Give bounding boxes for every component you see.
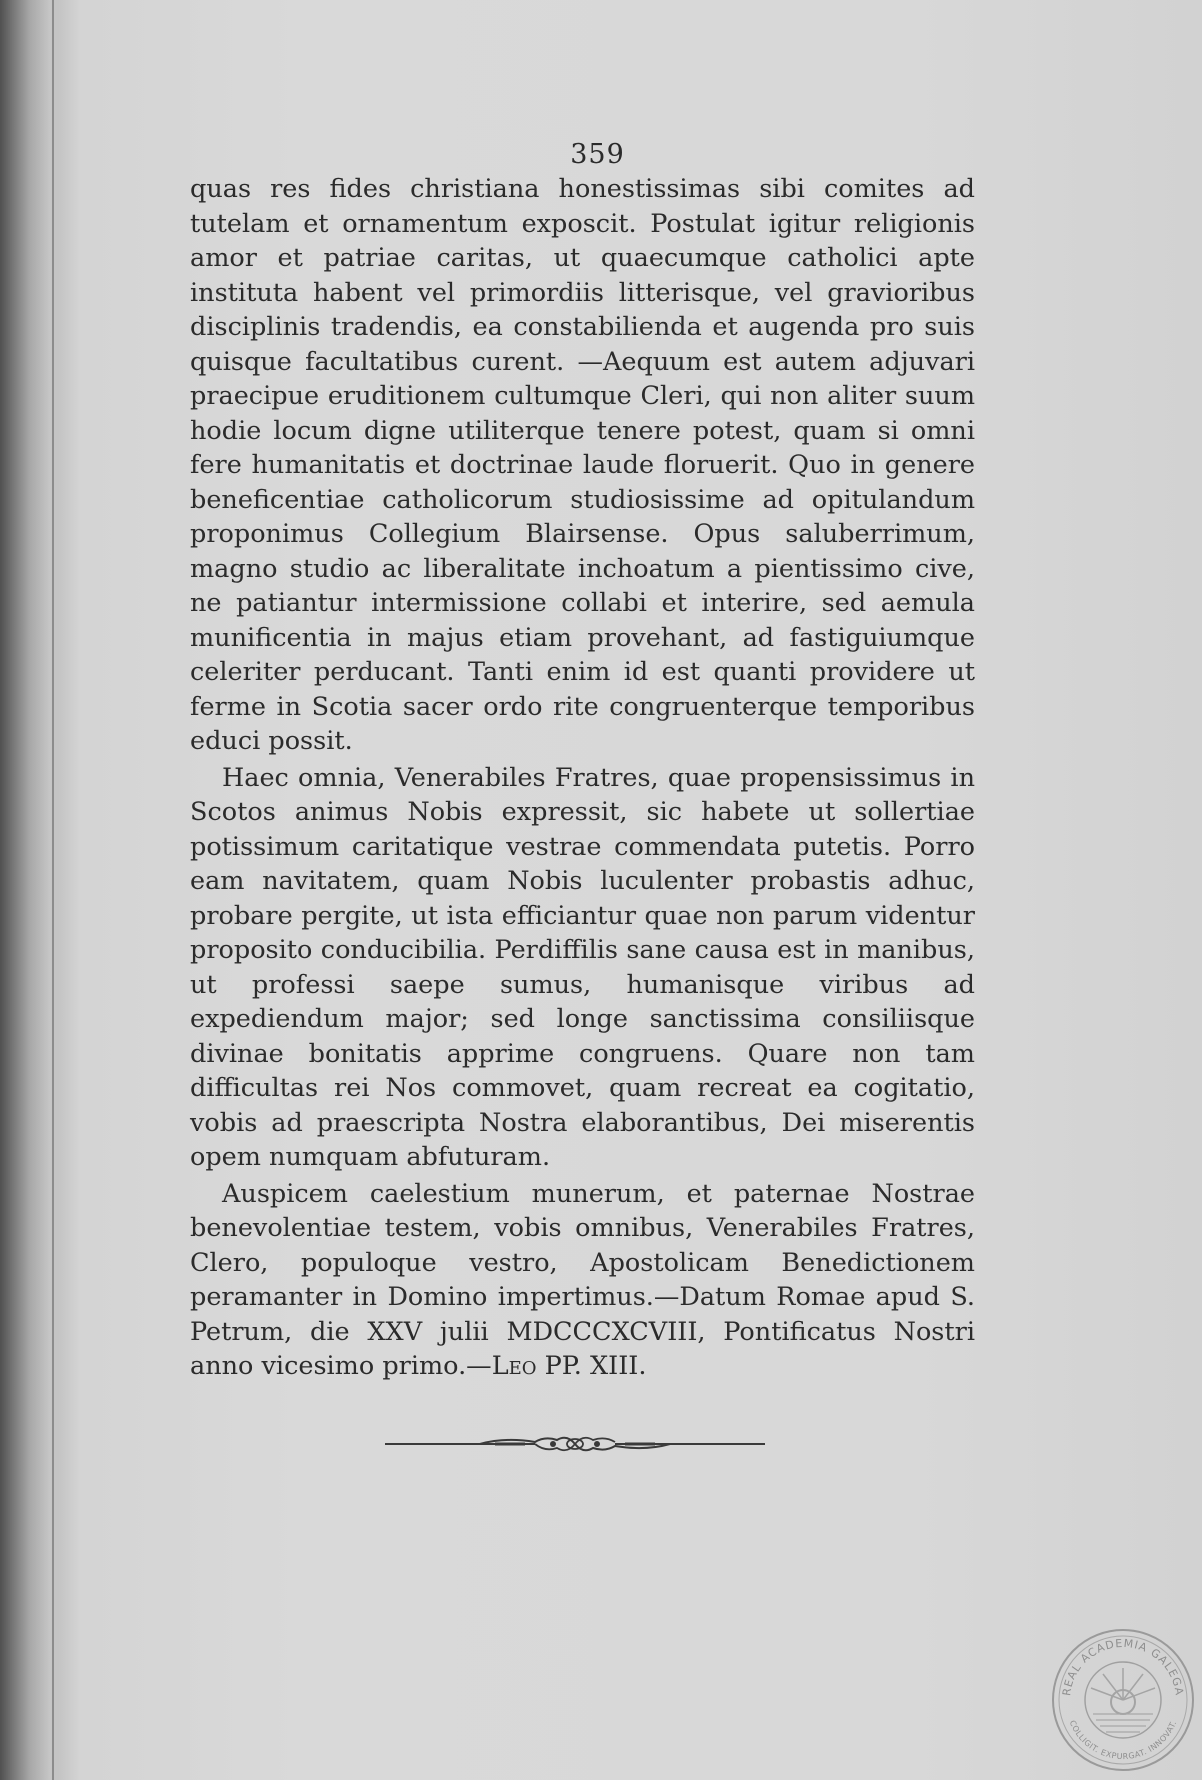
binding-edge bbox=[52, 0, 54, 1780]
library-stamp bbox=[1048, 1622, 1198, 1772]
stamp-bottom-text: COLLIGIT. EXPURGAT. INNOVAT. bbox=[1067, 1719, 1179, 1762]
paragraph-3-body: Auspicem caelestium munerum, et paternae Nostrae benevolentiae testem, vobis omnibus, Venerabiles Fratres, Clero, populoque vestro, Apostolicam Benedictionem peramanter in Domino impertimus.—Datum Romae apud S. Petrum, die XXV julii MDCCCXCVIII, Pontificatus Nostri anno vicesimo primo.— bbox=[190, 1178, 975, 1381]
paragraph-3 bbox=[190, 1177, 975, 1384]
signature-name: Leo bbox=[491, 1351, 537, 1381]
stamp-top-text: REAL ACADEMIA GALEGA bbox=[1060, 1636, 1186, 1697]
ornament-rule bbox=[385, 1432, 765, 1456]
paragraph-2: Haec omnia, Venerabiles Fratres, quae propensissimus in Scotos animus Nobis expressit, sic habete ut sollertiae potissimum caritatique vestrae commendata putetis. Porro eam navitatem, quam Nobis luculenter probastis adhuc, probare pergite, ut ista efficiantur quae non parum videntur proposito conducibilia. Perdiffilis sane causa est in manibus, ut professi saepe sumus, humanisque viribus ad expediendum major; sed longe sanctissima consiliisque divinae bonitatis apprime congruens. Quare non tam difficultas rei Nos commovet, quam recreat ea cogitatio, vobis ad praescripta Nostra elaborantibus, Dei miserentis opem numquam abfuturam. bbox=[190, 762, 975, 1172]
svg-text:COLLIGIT. EXPURGAT. INNOVAT. bbox=[1068, 1719, 1179, 1761]
signature-title: PP. XIII. bbox=[536, 1351, 647, 1381]
page-number: 359 bbox=[570, 139, 625, 170]
text-block bbox=[190, 140, 975, 1384]
paragraph-1: quas res fides christiana honestissimas sibi comites ad tutelam et ornamentum exposcit. Postulat igitur religionis amor et patriae caritas, ut quaecumque catholici apte instituta habent vel primordiis litterisque, vel gravioribus disciplinis tradendis, ea constabilienda et augenda pro suis quisque facultatibus curent. —Aequum est autem adjuvari praecipue eruditionem cultumque Cleri, qui non aliter suum hodie locum digne utiliterque tenere potest, quam si omni fere humanitatis et doctrinae laude floruerit. Quo in genere beneficentiae catholicorum studiosissime ad opitulandum proponimus Collegium Blairsense. Opus saluberrimum, magno studio ac liberalitate inchoatum a pientissimo cive, ne patiantur intermissione collabi et interire, sed aemula munificentia in majus etiam provehant, ad fastiguiumque celeriter perducant. Tanti enim id est quanti providere ut ferme in Scotia sacer ordo rite congruenterque temporibus educi possit. bbox=[190, 174, 975, 756]
